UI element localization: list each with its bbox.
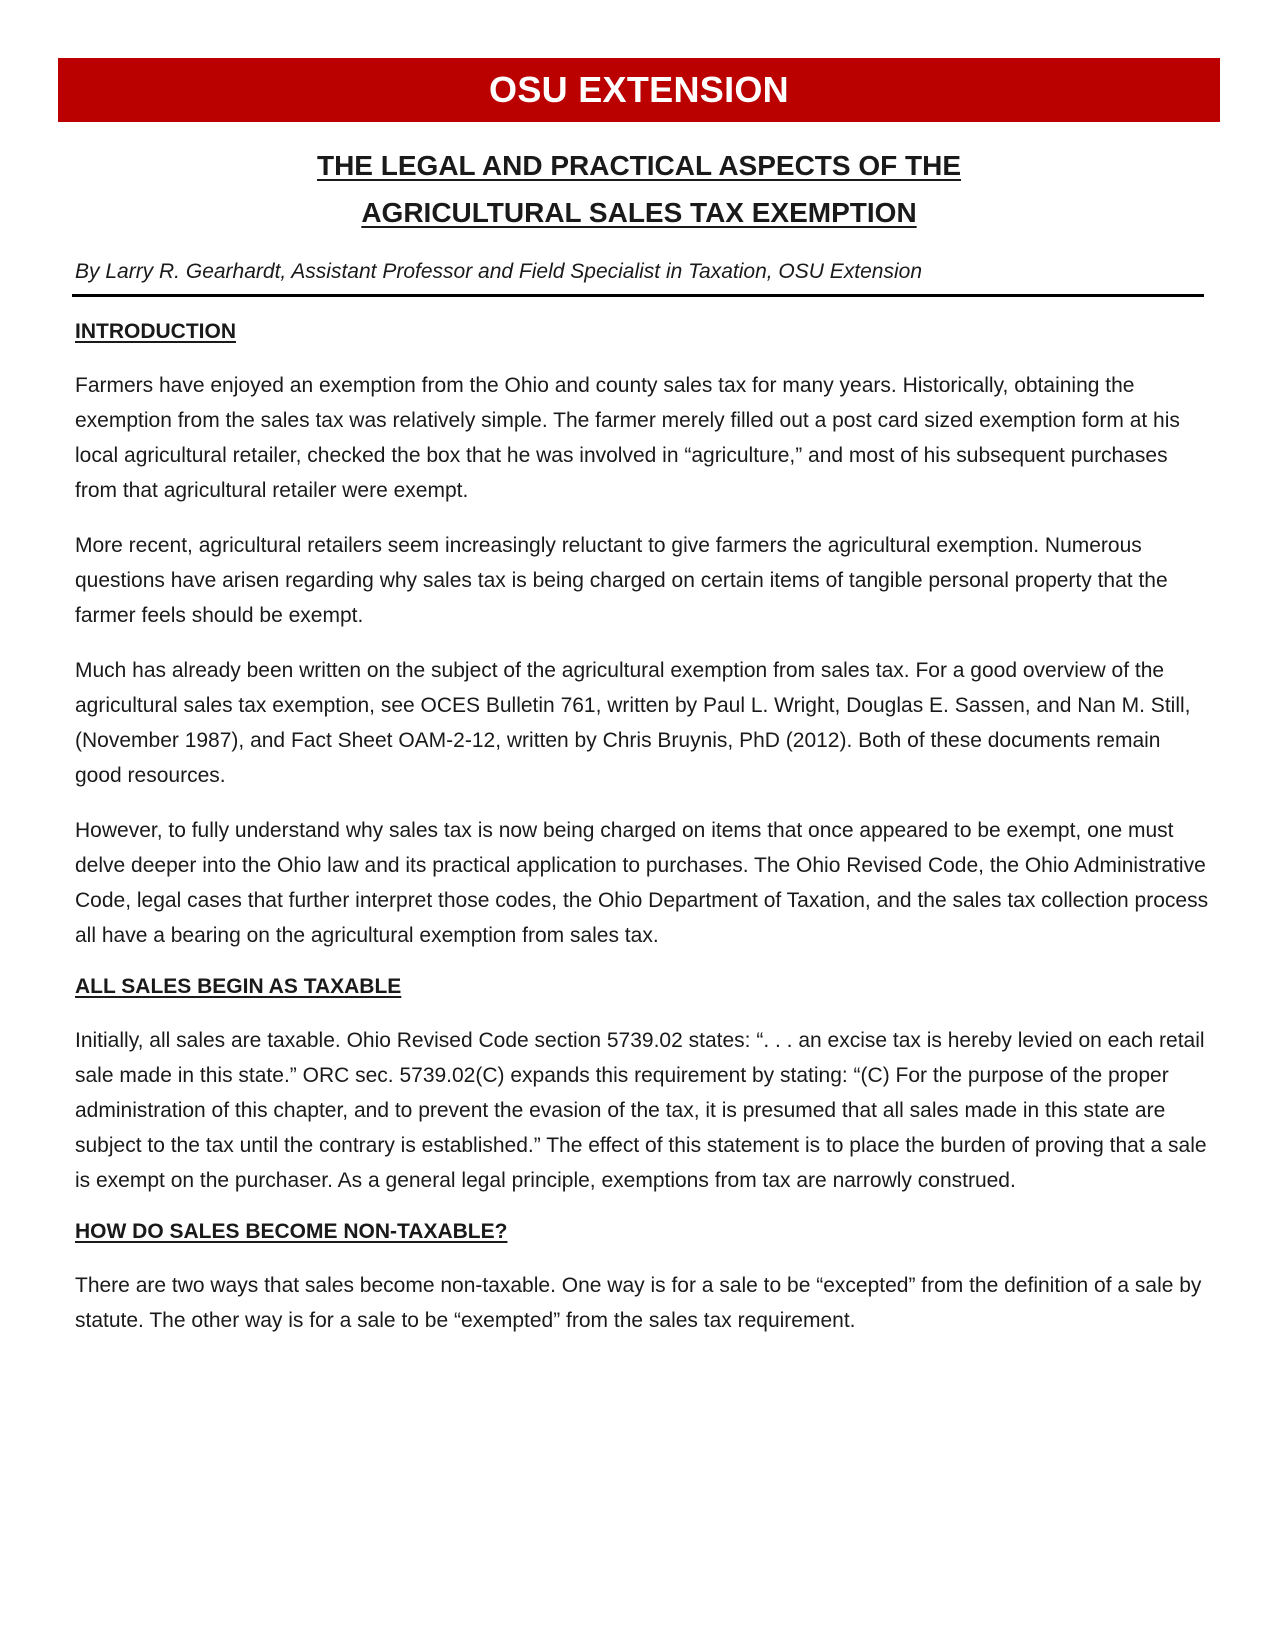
section-heading: INTRODUCTION	[75, 320, 236, 343]
paragraph: Initially, all sales are taxable. Ohio Revised Code section 5739.02 states: “. . . an excise tax is hereby levied on each retail sale made in this state.” ORC sec. 5739.02(C) expands this requirement by stating: “(C) For the purpose of the proper administration of this chapter, and to prevent the evasion of the tax, it is presumed that all sales made in this state are subject to the tax until the contrary is established.” The effect of this statement is to place the burden of proving that a sale is exempt on the purchaser. As a general legal principle, exemptions from tax are narrowly construed.	[75, 1029, 1207, 1192]
section-introduction	[75, 318, 1210, 953]
section-all-sales-taxable	[75, 973, 1210, 1198]
paragraph: Much has already been written on the subject of the agricultural exemption from sales tax. For a good overview of the agricultural sales tax exemption, see OCES Bulletin 761, written by Paul L. Wright, Douglas E. Sassen, and Nan M. Still, (November 1987), and Fact Sheet OAM-2-12, written by Chris Bruynis, PhD (2012). Both of these documents remain good resources.	[75, 659, 1191, 787]
paragraph: Farmers have enjoyed an exemption from the Ohio and county sales tax for many years. Historically, obtaining the exemption from the sales tax was relatively simple. The farmer merely filled out a post card sized exemption form at his local agricultural retailer, checked the box that he was involved in “agriculture,” and most of his subsequent purchases from that agricultural retailer were exempt.	[75, 374, 1180, 502]
paragraph: There are two ways that sales become non-taxable. One way is for a sale to be “excepted” from the definition of a sale by statute. The other way is for a sale to be “exempted” from the sales tax requirement.	[75, 1274, 1202, 1332]
document-body	[75, 318, 1210, 1358]
title-line-2: AGRICULTURAL SALES TAX EXEMPTION	[361, 197, 917, 228]
author-byline: By Larry R. Gearhardt, Assistant Professor and Field Specialist in Taxation, OSU Extension	[75, 260, 922, 283]
section-heading: HOW DO SALES BECOME NON-TAXABLE?	[75, 1220, 508, 1243]
section-heading: ALL SALES BEGIN AS TAXABLE	[75, 975, 402, 998]
osu-extension-banner	[58, 58, 1220, 122]
document-title	[58, 142, 1220, 236]
section-non-taxable	[75, 1218, 1210, 1338]
title-line-1: THE LEGAL AND PRACTICAL ASPECTS OF THE	[316, 150, 962, 181]
banner-text: OSU EXTENSION	[489, 69, 789, 110]
paragraph: However, to fully understand why sales tax is now being charged on items that once appeared to be exempt, one must delve deeper into the Ohio law and its practical application to purchases. The Ohio Revised Code, the Ohio Administrative Code, legal cases that further interpret those codes, the Ohio Department of Taxation, and the sales tax collection process all have a bearing on the agricultural exemption from sales tax.	[75, 819, 1209, 947]
byline-divider	[72, 294, 1204, 297]
paragraph: More recent, agricultural retailers seem increasingly reluctant to give farmers the agricultural exemption. Numerous questions have arisen regarding why sales tax is being charged on certain items of tangible personal property that the farmer feels should be exempt.	[75, 534, 1168, 627]
